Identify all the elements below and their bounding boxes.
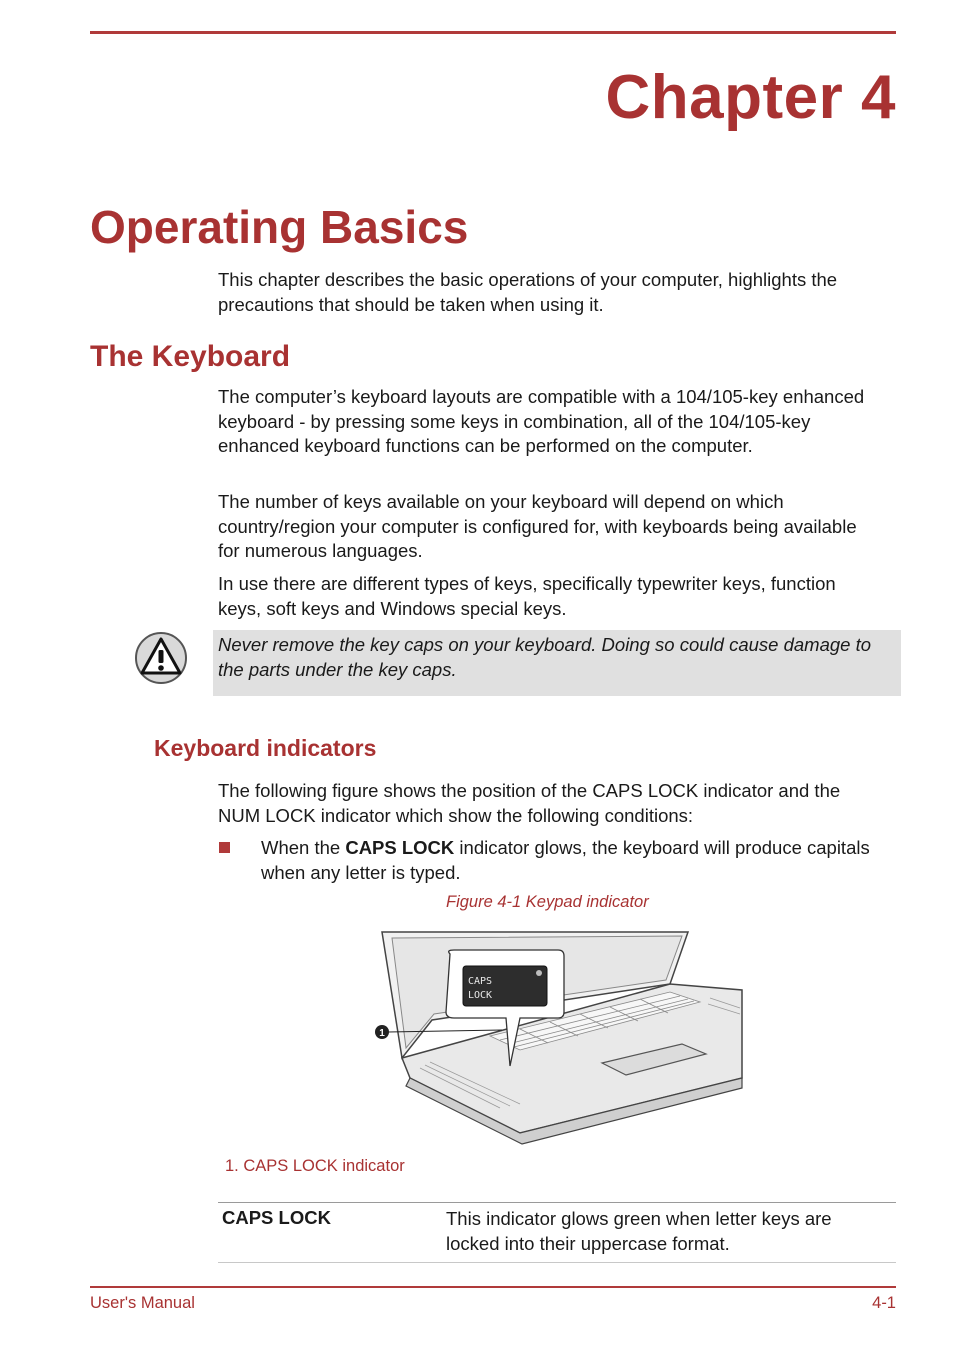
table-value: This indicator glows green when letter keys are locked into their uppercase format. bbox=[446, 1208, 832, 1254]
figure-caption: Figure 4-1 Keypad indicator bbox=[446, 893, 649, 911]
bottom-rule bbox=[90, 1286, 896, 1288]
table-top-rule bbox=[218, 1202, 896, 1203]
subsection-heading: Keyboard indicators bbox=[154, 735, 377, 761]
table-key: CAPS LOCK bbox=[222, 1207, 331, 1228]
bullet-suffix: indicator glows, the keyboard will produce capitals when any letter is typed. bbox=[261, 837, 870, 883]
callout-lock: LOCK bbox=[468, 990, 493, 1001]
top-rule bbox=[90, 31, 896, 34]
section-paragraph-3: In use there are different types of keys, specifically typewriter keys, function keys, soft keys and Windows special keys. bbox=[218, 573, 836, 619]
intro-paragraph: This chapter describes the basic operations of your computer, highlights the precautions that should be taken when using it. bbox=[218, 269, 838, 315]
bullet-marker bbox=[219, 842, 230, 853]
figure-marker-1: 1 bbox=[379, 1028, 385, 1039]
footer-manual-label: User's Manual bbox=[90, 1294, 195, 1312]
footer-page-number: 4-1 bbox=[872, 1294, 896, 1312]
subsection-paragraph: The following figure shows the position of the CAPS LOCK indicator and the NUM LOCK indicator which show the following conditions: bbox=[218, 780, 841, 826]
table-bottom-rule bbox=[218, 1262, 896, 1263]
bullet-prefix: When the bbox=[261, 837, 346, 858]
bullet-bold: CAPS LOCK bbox=[345, 837, 455, 858]
section-paragraph-2: The number of keys available on your keyboard will depend on which country/region your computer is configured for, with keyboards being available for numerous languages. bbox=[218, 491, 857, 561]
callout-caps: CAPS bbox=[468, 976, 493, 987]
chapter-label: Chapter 4 bbox=[605, 63, 896, 132]
note-text: Never remove the key caps on your keyboard. Doing so could cause damage to the parts under the key caps. bbox=[218, 634, 872, 680]
warning-icon bbox=[133, 630, 189, 686]
section-paragraph-1: The computer’s keyboard layouts are compatible with a 104/105-key enhanced keyboard - by pressing some keys in combination, all of the 104/105-key enhanced keyboard functions can be performed on the computer. bbox=[218, 386, 865, 456]
page-title: Operating Basics bbox=[90, 201, 469, 253]
section-heading: The Keyboard bbox=[90, 340, 291, 373]
bullet-item bbox=[261, 836, 881, 885]
figure-legend: 1. CAPS LOCK indicator bbox=[225, 1157, 405, 1175]
laptop-figure bbox=[370, 928, 750, 1148]
